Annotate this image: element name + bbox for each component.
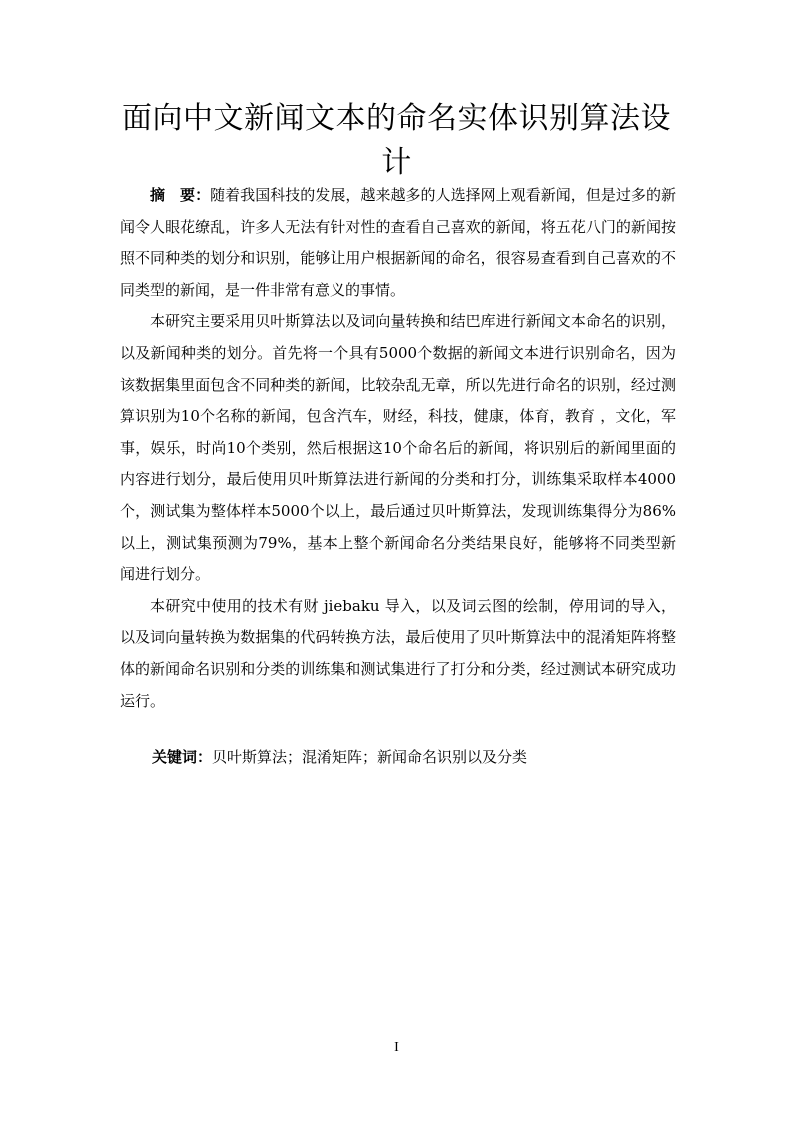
- abstract-label: 摘 要：: [150, 186, 211, 204]
- abstract-paragraph-3: 本研究中使用的技术有财 jiebaku 导入，以及词云图的绘制，停用词的导入，以及词向量转换为数据集的代码转换方法，最后使用了贝叶斯算法中的混淆矩阵将整体的新闻命名识别和分类的训练集和测试集进行了打分和分类，经过测试本研究成功运行。: [120, 596, 676, 710]
- abstract-paragraph-2: 本研究主要采用贝叶斯算法以及词向量转换和结巴库进行新闻文本命名的识别，以及新闻种类的划分。首先将一个具有5000个数据的新闻文本进行识别命名，因为该数据集里面包含不同种类的新闻，比较杂乱无章，所以先进行命名的识别，经过测算识别为10个名称的新闻，包含汽车，财经，科技，健康，体育，教育 ，文化，军事，娱乐，时尚10个类别，然后根据这10个命名后的新闻，将识别后的新闻里面的内容进行划分，最后使用贝叶斯算法进行新闻的分类和打分，训练集采取样本4000个，测试集为整体样本5000个以上，最后通过贝叶斯算法，发现训练集得分为86%以上，测试集预测为79%，基本上整个新闻命名分类结果良好，能够将不同类型新闻进行划分。: [120, 312, 676, 584]
- keywords-line: [152, 742, 672, 774]
- page-number: I: [394, 1040, 399, 1055]
- document-title: 面向中文新闻文本的命名实体识别算法设计: [122, 101, 671, 180]
- abstract-paragraph-1: [120, 180, 676, 306]
- keywords-text: 贝叶斯算法；混淆矩阵；新闻命名识别以及分类: [212, 748, 528, 766]
- keywords-label: 关键词：: [152, 748, 213, 766]
- abstract-section: [120, 180, 676, 717]
- abstract-paragraph-1-text: 随着我国科技的发展，越来越多的人选择网上观看新闻，但是过多的新闻令人眼花缭乱，许多人无法有针对性的查看自己喜欢的新闻，将五花八门的新闻按照不同种类的划分和识别，能够让用户根据新闻的命名，很容易查看到自己喜欢的不同类型的新闻，是一件非常有意义的事情。: [120, 186, 676, 299]
